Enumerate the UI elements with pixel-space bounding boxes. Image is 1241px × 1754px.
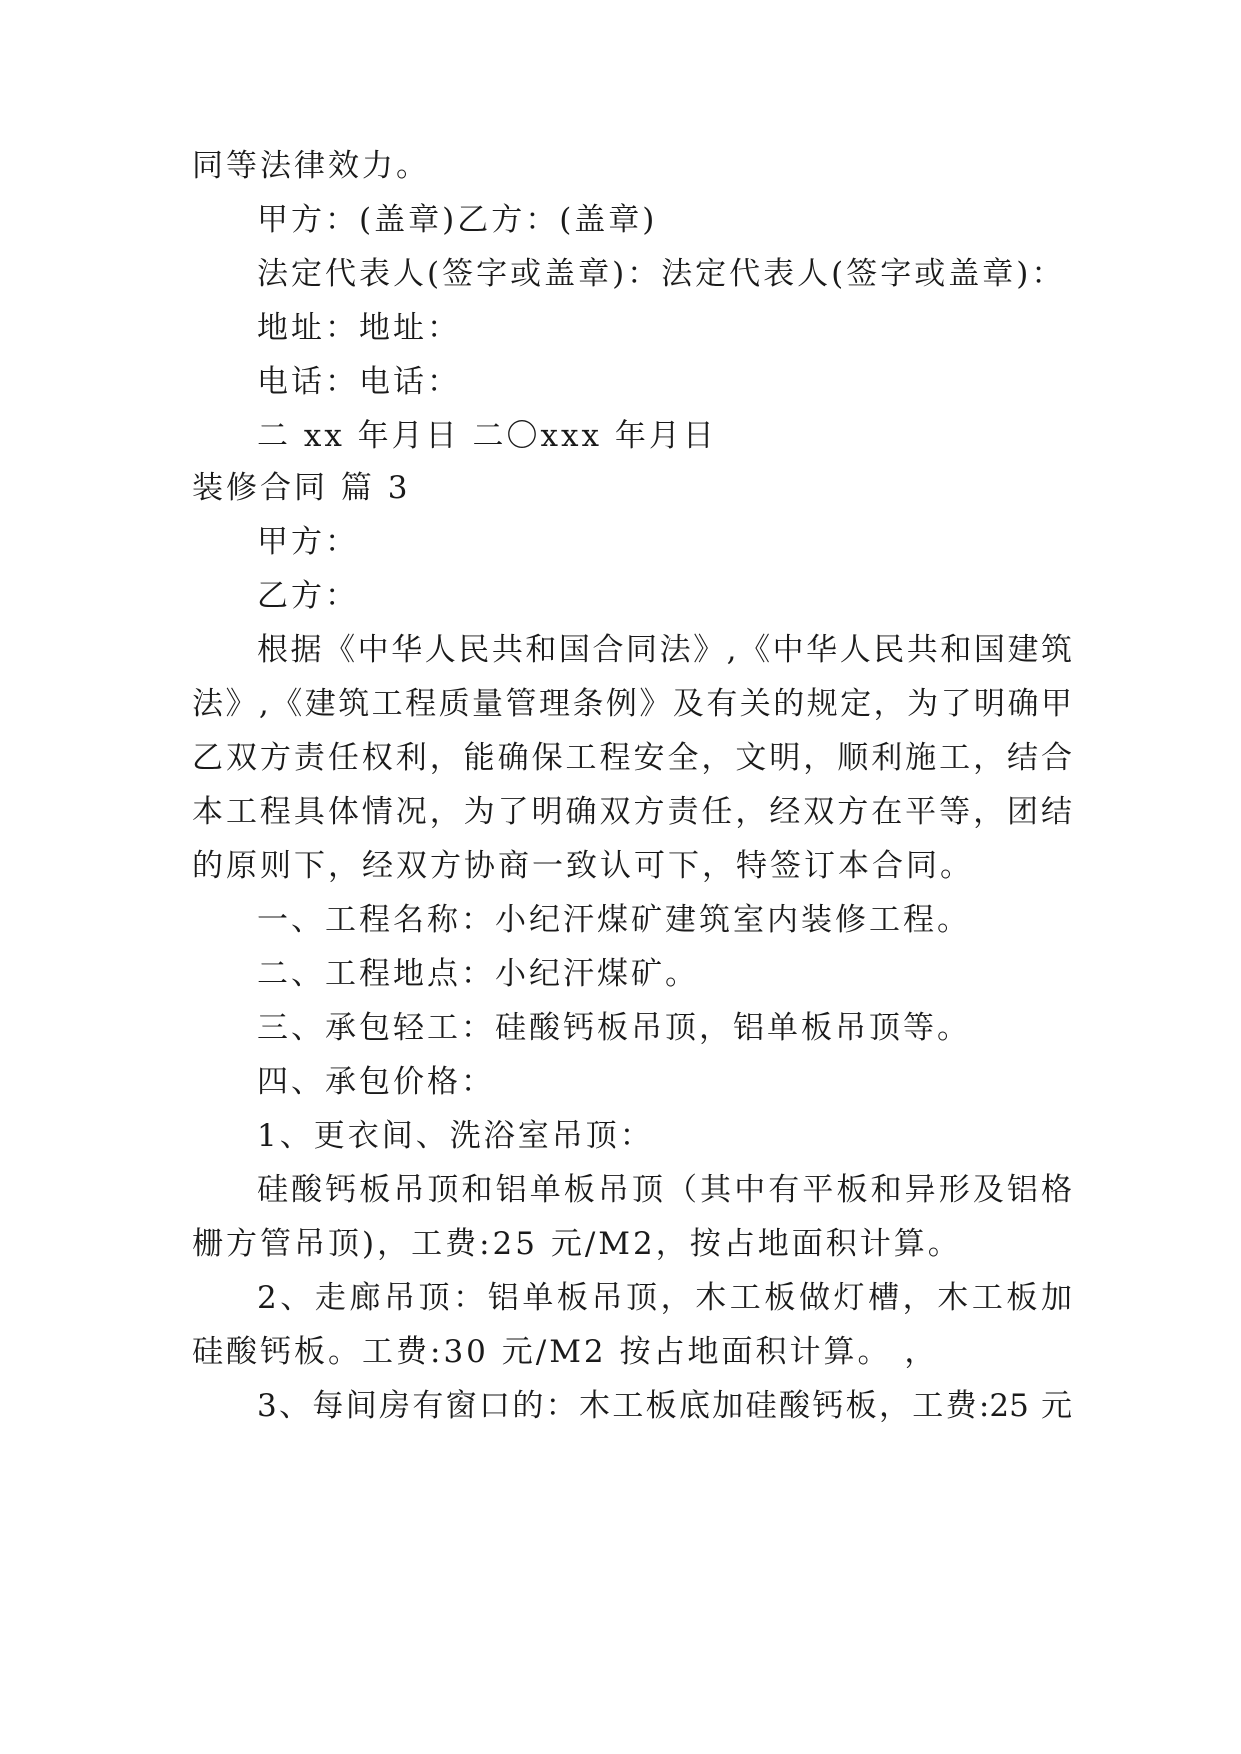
text-line: 同等法律效力。 [192, 148, 430, 184]
paragraph-line: 的原则下，经双方协商一致认可下，特签订本合同。 [192, 848, 974, 884]
paragraph-line: 法》,《建筑工程质量管理条例》及有关的规定，为了明确甲 [192, 686, 1072, 722]
paragraph-line: 2、走廊吊顶：铝单板吊顶，木工板做灯槽，木工板加 [257, 1280, 1072, 1316]
paragraph-line: 乙双方责任权利，能确保工程安全，文明，顺利施工，结合 [192, 740, 1072, 776]
clause-line: 一、工程名称：小纪汗煤矿建筑室内装修工程。 [257, 902, 971, 938]
section-heading: 装修合同 篇 3 [192, 470, 411, 506]
clause-line: 1、更衣间、洗浴室吊顶： [257, 1118, 654, 1154]
paragraph-line: 根据《中华人民共和国合同法》,《中华人民共和国建筑 [257, 632, 1072, 668]
text-line: 电话：电话： [257, 364, 461, 400]
text-line: 乙方： [257, 578, 359, 614]
clause-line: 三、承包轻工：硅酸钙板吊顶，铝单板吊顶等。 [257, 1010, 971, 1046]
paragraph-line: 栅方管吊顶)，工费:25 元/M2，按占地面积计算。 [192, 1226, 962, 1262]
text-line: 甲方：(盖章)乙方：(盖章) [257, 202, 658, 238]
paragraph-line: 硅酸钙板吊顶和铝单板吊顶（其中有平板和异形及铝格 [257, 1172, 1072, 1208]
clause-line: 四、承包价格： [257, 1064, 495, 1100]
clause-line: 二、工程地点：小纪汗煤矿。 [257, 956, 699, 992]
paragraph-line: 本工程具体情况，为了明确双方责任，经双方在平等，团结 [192, 794, 1072, 830]
paragraph-line: 硅酸钙板。工费:30 元/M2 按占地面积计算。 ， [192, 1334, 939, 1370]
text-line: 二 xx 年月日 二〇xxx 年月日 [257, 418, 717, 454]
text-line: 地址：地址： [257, 310, 461, 346]
paragraph-line: 3、每间房有窗口的：木工板底加硅酸钙板，工费:25 元 [257, 1388, 1072, 1424]
text-line: 法定代表人(签字或盖章)：法定代表人(签字或盖章)： [257, 256, 1066, 292]
text-line: 甲方： [257, 524, 359, 560]
